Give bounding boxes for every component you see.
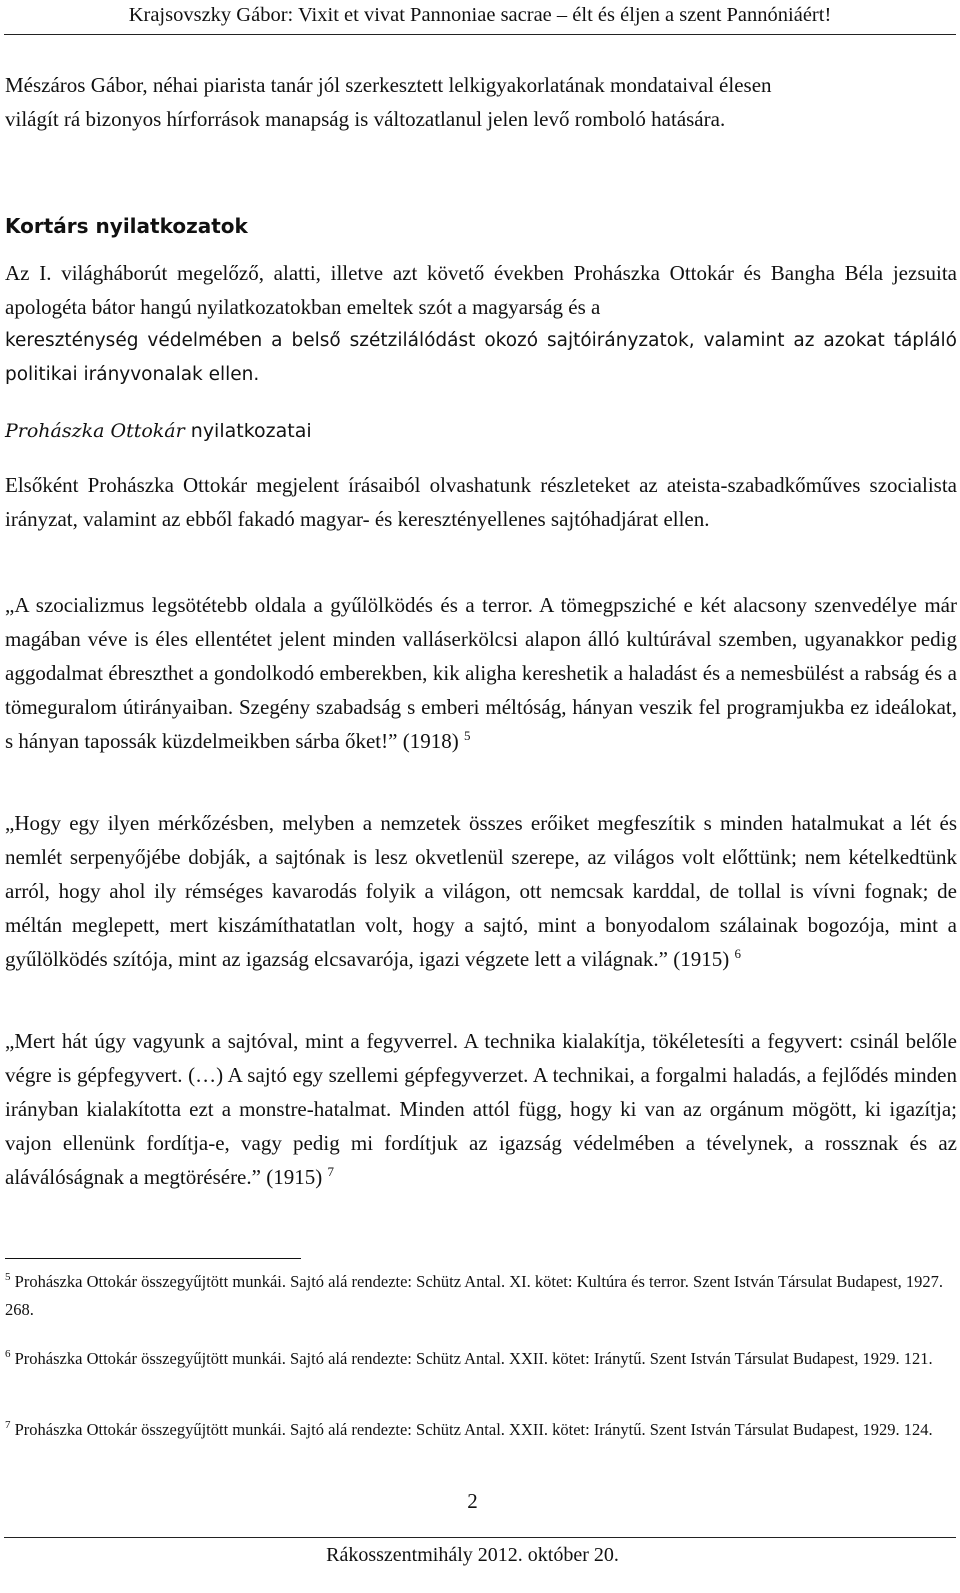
- paragraph-1-part-1: Az I. világháborút megelőző, alatti, illetve azt követő években Prohászka Ottokár és Bangha Béla jezsuita apologéta bátor hangú nyilatkozatokban emeltek szót a magyarság és a: [5, 261, 957, 319]
- footnote-text: Prohászka Ottokár összegyűjtött munkái. Sajtó alá rendezte: Schütz Antal. XI. kötet: Kultúra és terror. Szent István Társulat Budapest, 1927. 268.: [5, 1272, 943, 1319]
- page-number: 2: [467, 1489, 478, 1513]
- footnote-ref-7[interactable]: 7: [327, 1164, 334, 1179]
- header-title: Krajsovszky Gábor: Vixit et vivat Pannoniae sacrae – élt és éljen a szent Pannóniáért!: [128, 4, 832, 26]
- footnote-ref-5[interactable]: 5: [463, 728, 471, 743]
- footer-rule: [4, 1537, 956, 1538]
- section-heading: Kortárs nyilatkozatok: [5, 214, 248, 238]
- footnote-separator: [5, 1258, 301, 1259]
- footnote-number: 7: [5, 1419, 11, 1431]
- footnote-ref-6[interactable]: 6: [734, 946, 741, 961]
- footer-date: Rákosszentmihály 2012. október 20.: [326, 1544, 619, 1566]
- subheading-suffix: nyilatkozatai: [184, 420, 312, 442]
- quote-1-text: „A szocializmus legsötétebb oldala a gyűlölködés és a terror. A tömegpsziché e két alacsony szenvedélye már magában véve is éles ellentétet jelent minden valláserkölcsi alapon álló kultúrával szemben, ugyanakkor pedig aggodalmat ébreszthet a gondolkodó emberekben, kik aligha kereshetik a haladást és a nemesbülést a rabság és a tömeguralom útirányaiban. Szegény szabadság s emberi méltóság, hányan veszik fel programjukba ez ideálokat, s hányan tapossák küzdelmeikben sárba őket!” (1918): [5, 593, 957, 753]
- quote-1: [5, 588, 957, 758]
- quote-3: [5, 1024, 957, 1194]
- subheading-name: Prohászka Ottokár: [5, 420, 185, 442]
- footnote-7: [5, 1416, 943, 1444]
- header-rule: [4, 34, 956, 35]
- footnote-number: 6: [5, 1348, 11, 1360]
- footnote-number: 5: [5, 1271, 11, 1283]
- intro-line-2: világít rá bizonyos hírforrások manapság is változatlanul jelen levő romboló hatására.: [5, 107, 726, 131]
- subheading: [5, 414, 312, 448]
- quote-3-text: „Mert hát úgy vagyunk a sajtóval, mint a fegyverrel. A technika kialakítja, tökéletesíti a fegyvert: csinál belőle végre is gépfegyvert. (…) A sajtó egy szellemi gépfegyverzet. A technikai, a forgalmi haladás, a fejlődés minden irányban kialakította ezt a monstre-hatalmat. Minden attól függ, hogy ki van az orgánum mögött, ki igazítja; vajon ellenünk fordítja-e, vagy pedig mi fordítjuk az igazság védelmében a tévelynek, a rossznak és az aláválóságnak a megtörésére.” (1915): [5, 1029, 957, 1189]
- footnote-5: [5, 1268, 943, 1324]
- footnote-text: Prohászka Ottokár összegyűjtött munkái. Sajtó alá rendezte: Schütz Antal. XXII. kötet: Iránytű. Szent István Társulat Budapest, 1929. 124.: [10, 1420, 933, 1439]
- footnote-text: Prohászka Ottokár összegyűjtött munkái. Sajtó alá rendezte: Schütz Antal. XXII. kötet: Iránytű. Szent István Társulat Budapest, 1929. 121.: [10, 1349, 933, 1368]
- paragraph-2: Elsőként Prohászka Ottokár megjelent írásaiból olvashatunk részleteket az ateista-szabadkőműves szocialista irányzat, valamint az ebből fakadó magyar- és keresztényellenes sajtóhadjárat ellen.: [5, 473, 957, 531]
- paragraph-1-part-2: kereszténység védelmében a belső szétzilálódást okozó sajtóirányzatok, valamint az azokat tápláló politikai irányvonalak ellen.: [5, 330, 957, 385]
- intro-line-1: Mészáros Gábor, néhai piarista tanár jól szerkesztett lelkigyakorlatának mondataival élesen: [5, 73, 772, 97]
- footnote-6: [5, 1345, 943, 1373]
- quote-2-text: „Hogy egy ilyen mérkőzésben, melyben a nemzetek összes erőiket megfeszítik s minden hatalmukat a lét és nemlét serpenyőjébe dobják, a sajtónak is lesz okvetlenül szerepe, az világos volt előttünk; nem kételkedtünk arról, hogy ahol ily rémséges kavarodás folyik a világon, ott nemcsak karddal, de tollal is vívni fognak; de méltán meglepett, mert kiszámíthatatlan volt, hogy a sajtó, mint a bonyodalom szálainak bogozója, mint a gyűlölködés szítója, mint az igazság elcsavarója, igazi végzete lett a világnak.” (1915): [5, 811, 957, 971]
- running-header: [0, 0, 960, 48]
- quote-2: [5, 806, 957, 976]
